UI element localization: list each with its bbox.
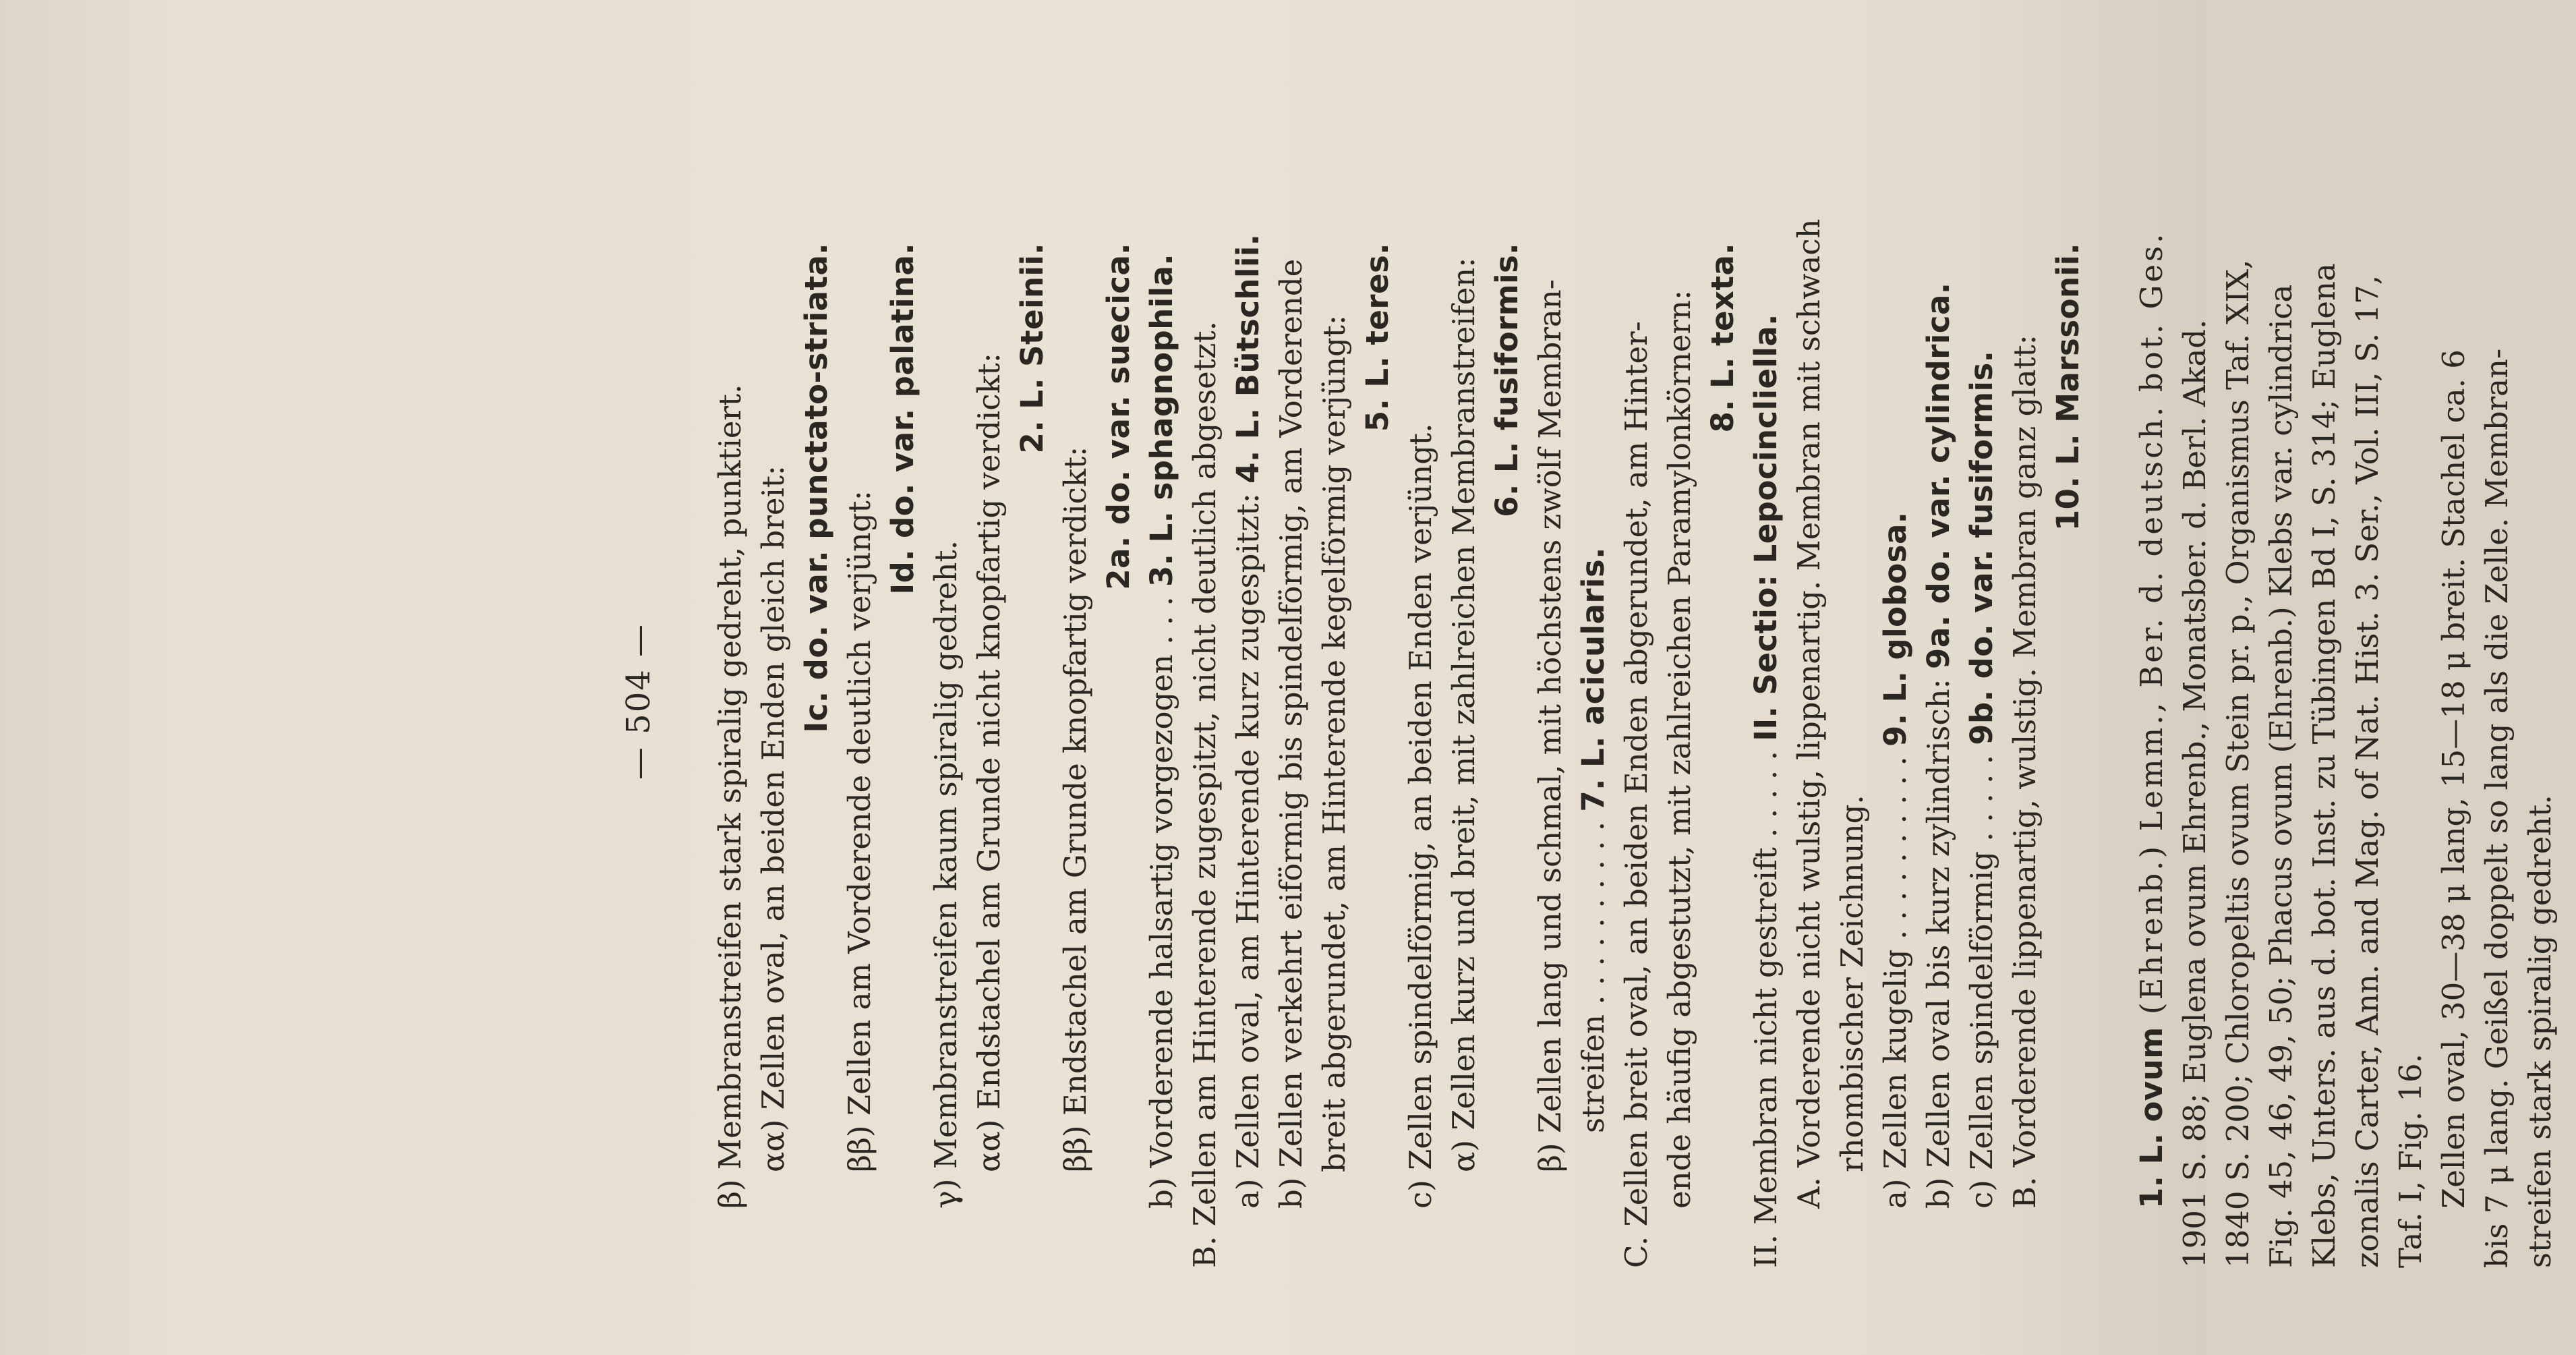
key-line: b) Zellen oval bis kurz zylindrisch: 9a. do. var. cylindrica. [1921,282,1956,1209]
key-line: γ) Membranstreifen kaum spiralig gedreht. [928,540,964,1209]
description-line: Fig. 45, 46, 49, 50; Phacus ovum (Ehrenb.) Klebs var. cylindrica [2263,284,2299,1268]
key-line: a) Zellen oval, am Hinterende kurz zugespitzt: 4. L. Bütschlii. [1230,233,1266,1209]
key-line: β) Membranstreifen stark spiralig gedreht, punktiert. [712,384,748,1209]
species-name: 8. L. texta. [1705,243,1740,433]
key-line: b) Zellen verkehrt eiförmig bis spindelförmig, am Vorderende [1273,258,1309,1209]
key-line: B. Zellen am Hinterende zugespitzt, nicht deutlich abgesetzt. [1187,321,1223,1268]
rotated-book-page [553,135,2576,1268]
key-line: c) Zellen spindelförmig . . . . . 9b. do. var. fusiformis. [1964,350,1999,1209]
description-line: Taf. I, Fig. 16. [2393,1054,2428,1268]
description-line: Zellen oval, 30—38 μ lang, 15—18 μ breit. Stachel ca. 6 [2436,349,2471,1209]
key-line: II. Membran nicht gestreift . . . . . II. Sectio: Lepocincliella. [1748,314,1784,1268]
key-line: A. Vorderende nicht wulstig, lippenartig. Membran mit schwach [1791,219,1827,1209]
key-line: rhombischer Zeichnung. [1834,795,1870,1172]
description-line: Klebs, Unters. aus d. bot. Inst. zu Tübingen Bd I, S. 314; Euglena [2306,263,2342,1268]
species-name: 2a. do. var. suecica. [1101,243,1136,590]
key-line: B. Vorderende lippenartig, wulstig. Membran ganz glatt: [2007,335,2043,1209]
key-line: streifen . . . . . . . . . . 7. L. acicularis. [1575,547,1611,1133]
description-line: 1901 S. 88; Euglena ovum Ehrenb., Monatsber. d. Berl. Akad. [2177,319,2213,1268]
description-line: 1840 S. 200; Chloropeltis ovum Stein pr. p., Organismus Taf. XIX, [2220,259,2256,1268]
species-name: 2. L. Steinii. [1014,243,1050,454]
key-line: αα) Zellen oval, an beiden Enden gleich breit: [755,465,791,1172]
description-line: zonalis Carter, Ann. and Mag. of Nat. Hist. 3. Ser., Vol. III, S. 17, [2349,275,2385,1268]
key-line: breit abgerundet, am Hinterende kegelförmig verjüngt: [1316,314,1352,1172]
page-number: — 504 — [620,623,657,780]
key-line: a) Zellen kugelig . . . . . . . . . . 9. L. globosa. [1877,511,1913,1209]
species-description-heading: 1. L. ovum (Ehrenb.) Lemm., Ber. d. deutsch. bot. Ges. [2134,231,2169,1209]
key-line: C. Zellen breit oval, an beiden Enden abgerundet, am Hinter- [1618,321,1654,1268]
species-name: 5. L. teres. [1359,243,1395,432]
key-line: ββ) Zellen am Vorderende deutlich verjüngt: [842,490,877,1172]
key-line: b) Vorderende halsartig vorgezogen . . . 3. L. sphagnophila. [1144,253,1179,1209]
description-line: bis 7 μ lang. Geißel doppelt so lang als die Zelle. Membran- [2479,348,2515,1268]
key-line: α) Zellen kurz und breit, mit zahlreichen Membranstreifen: [1446,257,1482,1172]
species-name: Id. do. var. palatina. [885,243,920,595]
key-line: αα) Endstachel am Grunde nicht knopfartig verdickt: [971,353,1007,1172]
description-line: streifen stark spiralig gedreht. [2522,795,2558,1268]
key-line: β) Zellen lang und schmal, mit höchstens zwölf Membran- [1532,279,1568,1172]
key-line: c) Zellen spindelförmig, an beiden Enden verjüngt. [1403,423,1438,1209]
species-name: Ic. do. var. punctato-striata. [798,243,834,733]
key-line: ende häufig abgestutzt, mit zahlreichen Paramylonkörnern: [1662,289,1697,1209]
species-name: 6. L. fusiformis. [1489,243,1525,517]
key-line: ββ) Endstachel am Grunde knopfartig verdickt: [1057,446,1093,1172]
species-name: 10. L. Marssonii. [2050,243,2086,531]
